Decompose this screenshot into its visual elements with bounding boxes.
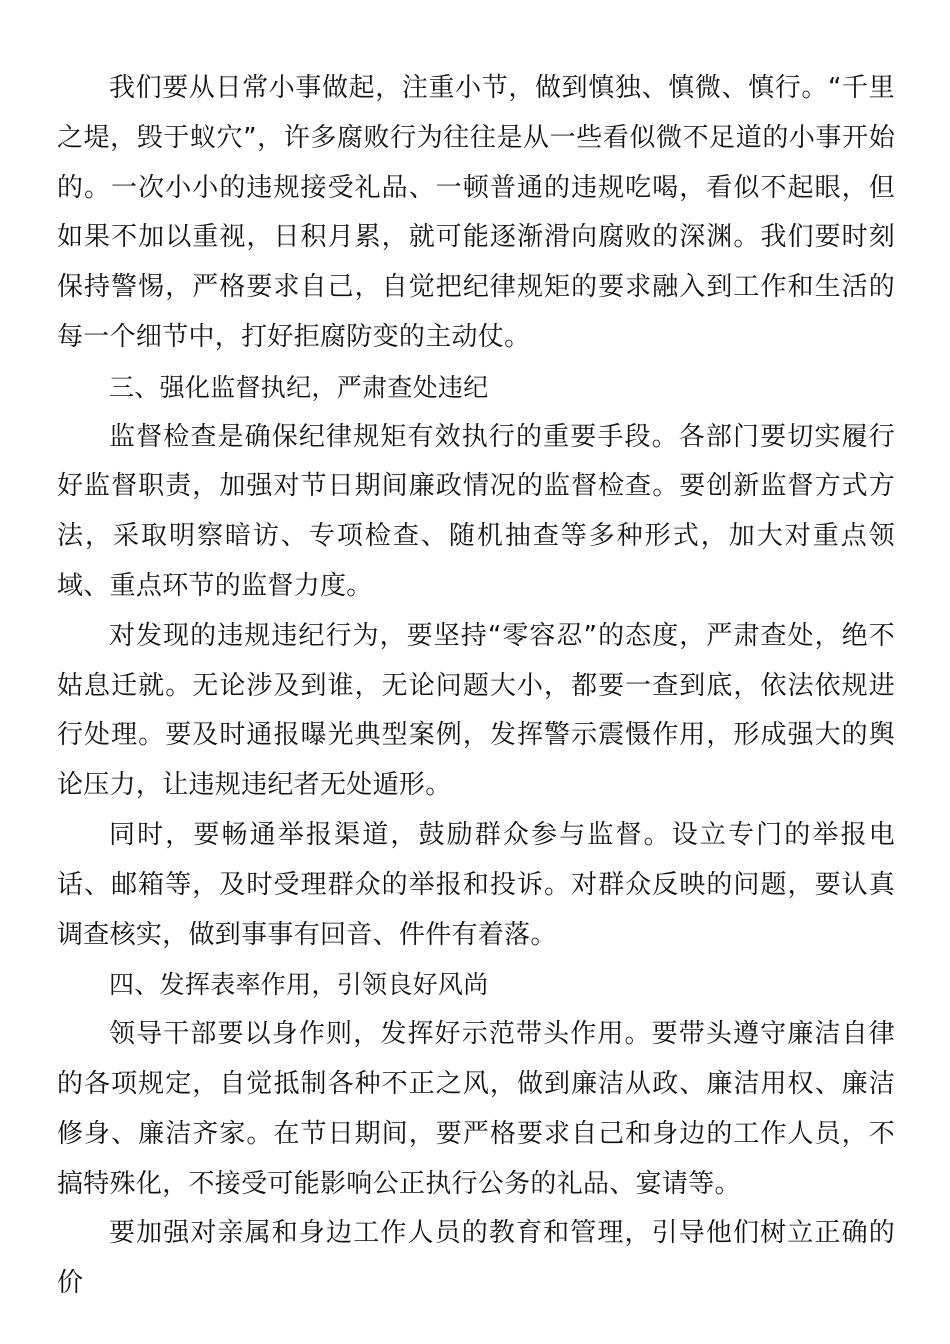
paragraph-family-education: 要加强对亲属和身边工作人员的教育和管理，引导他们树立正确的价 xyxy=(57,1218,895,1299)
paragraph-small-matters: 我们要从日常小事做起，注重小节，做到慎独、慎微、慎行。“千里之堤，毁于蚁穴”，许多腐败行为往往是从一些看似微不足道的小事开始的。一次小小的违规接受礼品、一顿普通的违规吃喝，看似不起眼，但如果不加以重视，日积月累，就可能逐渐滑向腐败的深渊。我们要时刻保持警惕，严格要求自己，自觉把纪律规矩的要求融入到工作和生活的每一个细节中，打好拒腐防变的主动仗。 xyxy=(57,73,895,352)
document-page xyxy=(57,64,895,1309)
paragraph-reporting-channels: 同时，要畅通举报渠道，鼓励群众参与监督。设立专门的举报电话、邮箱等，及时受理群众的举报和投诉。对群众反映的问题，要认真调查核实，做到事事有回音、件件有着落。 xyxy=(57,819,895,950)
section-heading-three: 三、强化监督执纪，严肃查处违纪 xyxy=(109,372,489,402)
section-heading-four: 四、发挥表率作用，引领良好风尚 xyxy=(109,970,489,1000)
paragraph-zero-tolerance: 对发现的违规违纪行为，要坚持“零容忍”的态度，严肃查处，绝不姑息迁就。无论涉及到谁，无论问题大小，都要一查到底，依法依规进行处理。要及时通报曝光典型案例，发挥警示震慑作用，形成强大的舆论压力，让违规违纪者无处遁形。 xyxy=(57,620,895,801)
paragraph-supervision: 监督检查是确保纪律规矩有效执行的重要手段。各部门要切实履行好监督职责，加强对节日期间廉政情况的监督检查。要创新监督方式方法，采取明察暗访、专项检查、随机抽查等多种形式，加大对重点领域、重点环节的监督力度。 xyxy=(57,421,895,601)
paragraph-leadership-example: 领导干部要以身作则，发挥好示范带头作用。要带头遵守廉洁自律的各项规定，自觉抵制各种不正之风，做到廉洁从政、廉洁用权、廉洁修身、廉洁齐家。在节日期间，要严格要求自己和身边的工作人员，不搞特殊化，不接受可能影响公正执行公务的礼品、宴请等。 xyxy=(57,1019,895,1199)
